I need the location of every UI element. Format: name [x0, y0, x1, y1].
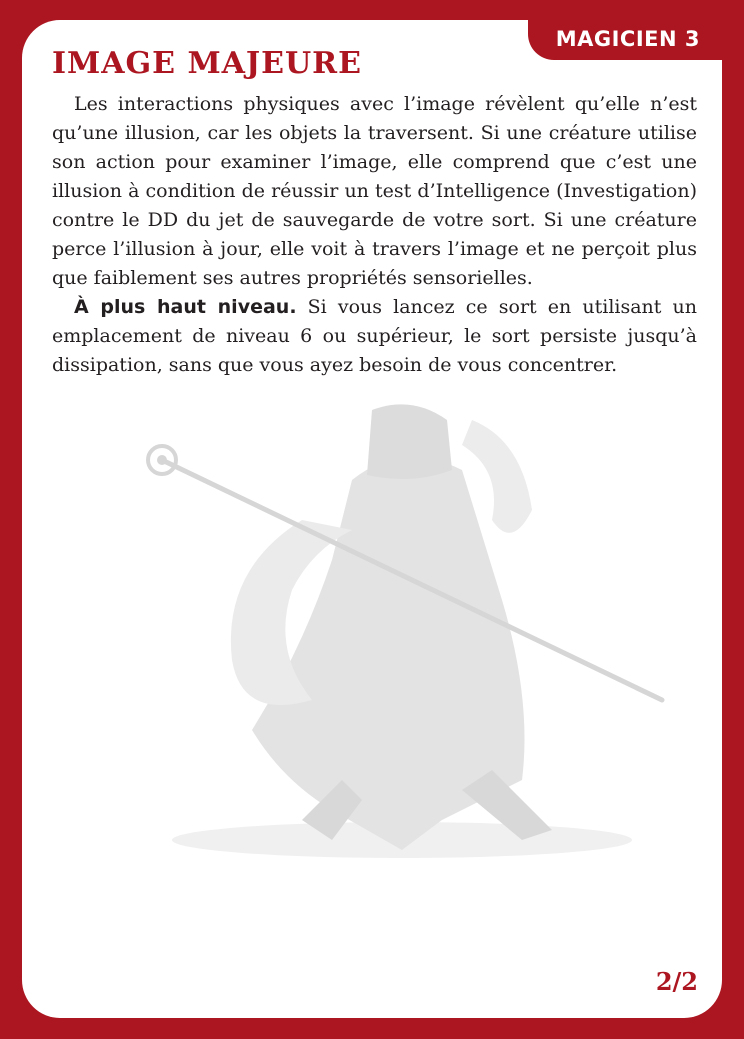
- page-number: 2/2: [655, 967, 698, 996]
- higher-level-heading: À plus haut niveau.: [74, 296, 297, 318]
- spell-description: [52, 90, 697, 380]
- description-paragraph: Les interactions physiques avec l’image révèlent qu’elle n’est qu’une illusion, car les objets la traversent. Si une créature utilise son action pour examiner l’image, elle comprend que c’est une illusion à condition de réussir un test d’Intelligence (Investigation) contre le DD du jet de sauvegarde de votre sort. Si une créature perce l’illusion à jour, elle voit à travers l’image et ne perçoit plus que faiblement ses autres propriétés sensorielles.: [52, 93, 697, 289]
- class-level-tab: MAGICIEN 3: [528, 20, 722, 60]
- card-content-area: [22, 20, 722, 1018]
- higher-level-paragraph: [52, 293, 697, 380]
- higher-level-text: Si vous lancez ce sort en utilisant un emplacement de niveau 6 ou supérieur, le sort persiste jusqu’à dissipation, sans que vous ayez besoin de vous concentrer.: [52, 296, 697, 376]
- wizard-illustration-icon: [102, 400, 722, 870]
- spell-title: IMAGE MAJEURE: [52, 46, 362, 81]
